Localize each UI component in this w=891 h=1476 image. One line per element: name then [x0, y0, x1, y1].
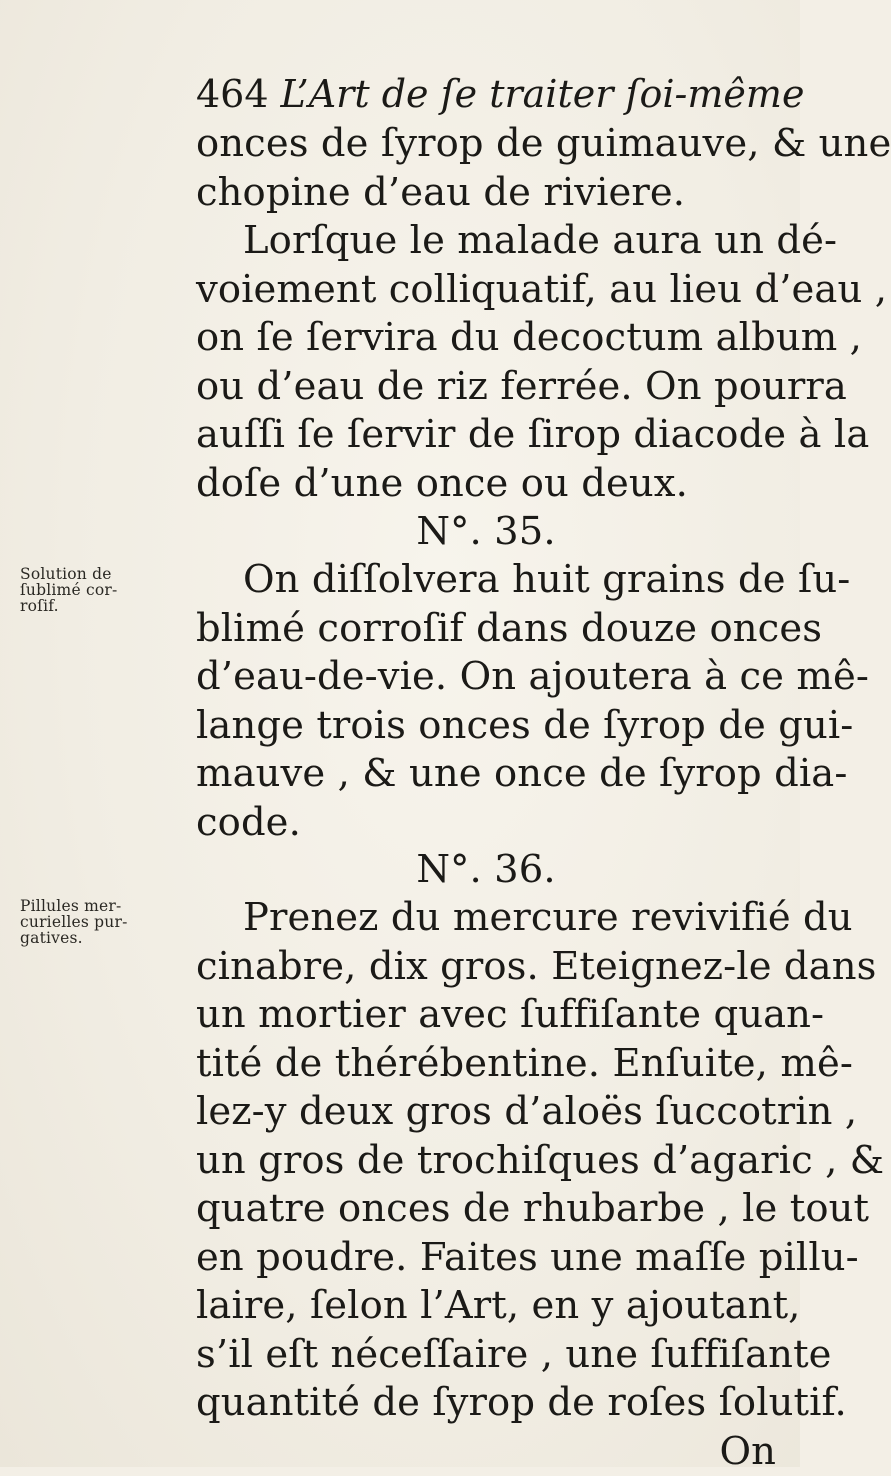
paragraph-intro: [196, 120, 776, 508]
margin-note-36: [20, 898, 170, 946]
margin-note-line: Pillules mer-: [20, 898, 170, 914]
section-number: N°. 36.: [196, 846, 776, 895]
page-number: 464: [196, 72, 269, 116]
text-line: Lorſque le malade aura un dé-: [196, 217, 776, 266]
section-number: N°. 35.: [196, 508, 776, 557]
text-line: laire, ſelon l’Art, en y ajoutant,: [196, 1282, 776, 1331]
text-line: s’il eſt néceſſaire , une ſuffiſante: [196, 1331, 776, 1380]
text-line: onces de ſyrop de guimauve, & une: [196, 120, 776, 169]
running-header: [196, 72, 776, 116]
text-line: en poudre. Faites une maſſe pillu-: [196, 1234, 776, 1283]
text-line: chopine d’eau de riviere.: [196, 169, 776, 218]
text-line: code.: [196, 799, 776, 848]
section-35-text: [196, 556, 776, 847]
section-36-text: [196, 894, 776, 1476]
text-line: un gros de trochiſques d’agaric , &: [196, 1137, 776, 1186]
section-35-heading: [196, 508, 776, 557]
margin-note-line: gatives.: [20, 930, 170, 946]
text-line: mauve , & une once de ſyrop dia-: [196, 750, 776, 799]
text-line: on ſe ſervira du decoctum album ,: [196, 314, 776, 363]
text-line: cinabre, dix gros. Eteignez-le dans: [196, 943, 776, 992]
text-line: voiement colliquatif, au lieu d’eau ,: [196, 266, 776, 315]
running-title: L’Art de ſe traiter ſoi-même: [281, 72, 805, 116]
text-line: ou d’eau de riz ferrée. On pourra: [196, 363, 776, 412]
text-line: lange trois onces de ſyrop de gui-: [196, 702, 776, 751]
text-line: auſſi ſe ſervir de ſirop diacode à la: [196, 411, 776, 460]
margin-note-line: Solution de: [20, 566, 170, 582]
text-line: tité de thérébentine. Enſuite, mê-: [196, 1040, 776, 1089]
catchword: On: [196, 1428, 776, 1476]
text-line: un mortier avec ſuffiſante quan-: [196, 991, 776, 1040]
text-line: On diſſolvera huit grains de ſu-: [196, 556, 776, 605]
text-line: blimé corroſif dans douze onces: [196, 605, 776, 654]
section-36-heading: [196, 846, 776, 895]
text-line: doſe d’une once ou deux.: [196, 460, 776, 509]
text-line: quantité de ſyrop de roſes ſolutif.: [196, 1379, 776, 1428]
margin-note-line: curielles pur-: [20, 914, 170, 930]
text-line: d’eau-de-vie. On ajoutera à ce mê-: [196, 653, 776, 702]
text-line: Prenez du mercure revivifié du: [196, 894, 776, 943]
text-line: quatre onces de rhubarbe , le tout: [196, 1185, 776, 1234]
margin-note-35: [20, 566, 170, 614]
margin-note-line: roſif.: [20, 598, 170, 614]
text-line: lez-y deux gros d’aloës ſuccotrin ,: [196, 1088, 776, 1137]
margin-note-line: ſublimé cor-: [20, 582, 170, 598]
